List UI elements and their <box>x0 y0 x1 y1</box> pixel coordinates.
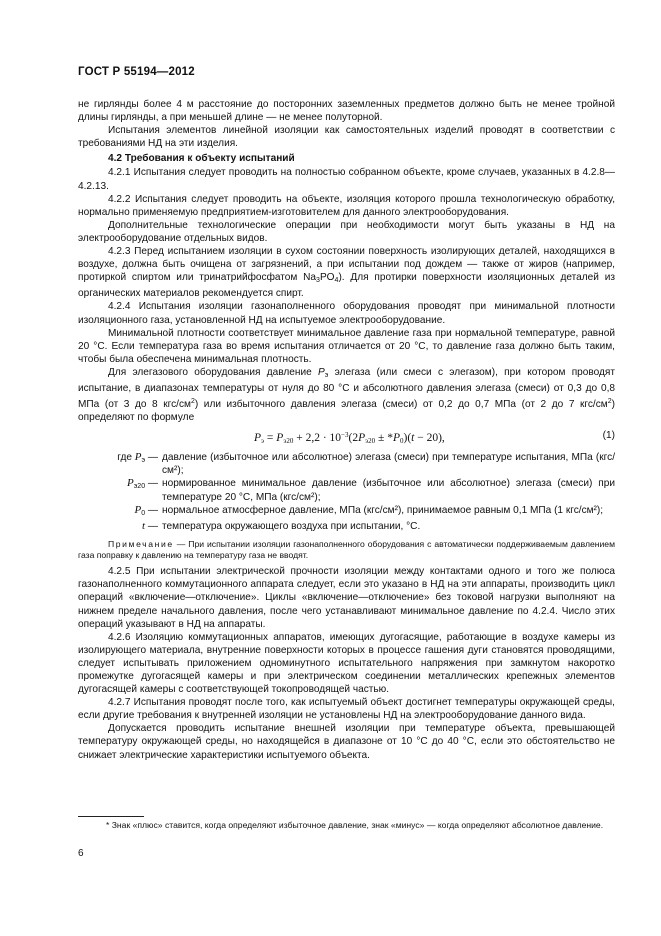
definition-text: давление (избыточное или абсолютное) элегаза (смеси) при температуре испытания, МПа (кгс/см²); <box>162 452 615 477</box>
paragraph-4-2-7-external: Допускается проводить испытание внешней изоляции при температуре объекта, превышающей температуру окружающей среды, но находящейся в диапазоне от 10 °С до 40 °С, если это обстоятельство не снижает электрические характеристики испытуемого объекта. <box>78 723 615 761</box>
formula-definitions <box>78 451 615 536</box>
definition-row <box>78 520 615 536</box>
definition-term: $P_{э20}$ — <box>127 477 158 491</box>
paragraph-4-2-5: 4.2.5 При испытании электрической прочности изоляции между контактами одного и того же полюса газонаполненного коммутационного аппарата следует, если это указано в НД на эти аппараты, производить цикл операций «включение—отключение». Циклы «включение—отключение» без токовой нагрузки выполняют на нижнем пределе начального давления, после чего устанавливают минимальное давление по 4.2.4. Число этих операций указывают в НД на аппараты. <box>78 566 615 630</box>
definition-text: температура окружающего воздуха при испытании, °С. <box>162 520 421 532</box>
paragraph-4-2-2-additional: Дополнительные технологические операции при необходимости могут быть указаны в НД на электрооборудование отдельных видов. <box>78 219 615 244</box>
definition-row <box>78 504 615 520</box>
paragraph-4-2-4-density: Минимальной плотности соответствует минимальное давление газа при нормальной температуре, равной 20 °С. Если температура газа во время испытания отличается от 20 °С, то давление газа должно быть таким, чтобы была обеспечена минимальная плотность. <box>78 327 615 365</box>
paragraph-4-2-1: 4.2.1 Испытания следует проводить на полностью собранном объекте, кроме случаев, указанных в 4.2.8—4.2.13. <box>78 167 615 192</box>
document-header: ГОСТ Р 55194—2012 <box>78 66 195 78</box>
note <box>78 539 615 561</box>
note-label: Примечание <box>108 538 174 549</box>
formula-number: (1) <box>602 430 615 442</box>
paragraph-4-2-4-sf6: Для элегазового оборудования давление $P_э$ элегаза (или смеси с элегазом), при котором проводят испытание, в диапазонах температуры от нуля до 80 °С и абсолютного давления элегаза (смеси) от 0,3 до 0,8 МПа (от 3 до 8 кгс/$см^2$) или избыточного давления элегаза (смеси) от 0,2 до 0,7 МПа (от 2 до 7 кгс/$см^2$) определяют по формуле <box>78 366 616 424</box>
definition-term: $P_0$ — <box>134 503 158 517</box>
note-text: — При испытании изоляции газонаполненного оборудования с автоматически поддерживаемым давлением газа поправку к давлению на температуру газа не вводят. <box>78 538 615 561</box>
paragraph-4-2-2: 4.2.2 Испытания следует проводить на объекте, изоляция которого прошла технологическую обработку, нормально применяемую предприятием-изготовителем для данного электрооборудования. <box>78 193 615 218</box>
formula-expression: $P_э = P_{э20} + 2,2 \cdot 10^{-3}(2P_{э20} \pm *P_0)(t - 20)$, <box>254 431 445 446</box>
section-heading-4-2: 4.2 Требования к объекту испытаний <box>108 153 295 165</box>
definition-term: t — <box>142 519 158 532</box>
paragraph-line-insulation: Испытания элементов линейной изоляции как самостоятельных изделий проводят в соответствии с требованиями НД на эти изделия. <box>78 125 615 150</box>
definition-row <box>78 477 615 503</box>
footnote: * Знак «плюс» ставится, когда определяют избыточное давление, знак «минус» — когда определяют абсолютное давление. <box>106 820 604 830</box>
definition-text: нормальное атмосферное давление, МПа (кгс/см²), принимаемое равным 0,1 МПа (1 кгс/см²); <box>162 504 604 516</box>
paragraph-4-2-3: 4.2.3 Перед испытанием изоляции в сухом состоянии поверхность изолирующих деталей, находящихся в воздухе, должна быть очищена от загрязнений, а при испытании под дождем — также от жиров (например, протиркой спиртом или тринатрийфосфатом $Na_3PO_4$). Для протирки поверхности изоляционных деталей из органических материалов рекомендуется спирт. <box>78 246 615 300</box>
definition-row <box>78 451 615 477</box>
paragraph-continuation: не гирлянды более 4 м расстояние до посторонних заземленных предметов должно быть не менее тройной длины гирлянды, а при меньшей длине — не менее полуторной. <box>78 99 615 124</box>
paragraph-4-2-7: 4.2.7 Испытания проводят после того, как испытуемый объект достигнет температуры окружающей среды, если другие требования к внутренней изоляции не установлены НД на электрооборудование данного вида. <box>78 697 615 722</box>
definition-term: где $P_э$ — <box>117 451 158 465</box>
formula-1 <box>78 429 615 445</box>
definition-text: нормированное минимальное давление (избыточное или абсолютное) элегаза (смеси) при температуре 20 °С, МПа (кгс/см²); <box>162 478 615 503</box>
paragraph-4-2-4: 4.2.4 Испытания изоляции газонаполненного оборудования проводят при минимальной плотности изоляционного газа, установленной НД на испытуемое электрооборудование. <box>78 301 615 326</box>
document-body <box>78 98 615 762</box>
page-number: 6 <box>78 848 84 859</box>
footnote-divider <box>78 816 144 817</box>
paragraph-4-2-6: 4.2.6 Изоляцию коммутационных аппаратов, имеющих дугогасящие, работающие в воздухе камеры из изолирующего материала, внутренние поверхности которых в процессе гашения дуги становятся проводящими, следует испытывать приложением одноминутного испытательного напряжения при замкнутом накоротко промежутке дугогасящей камеры и при электрическом соединении металлических крепежных элементов дугогасящей камеры с соответствующей токопроводящей частью. <box>78 631 615 696</box>
